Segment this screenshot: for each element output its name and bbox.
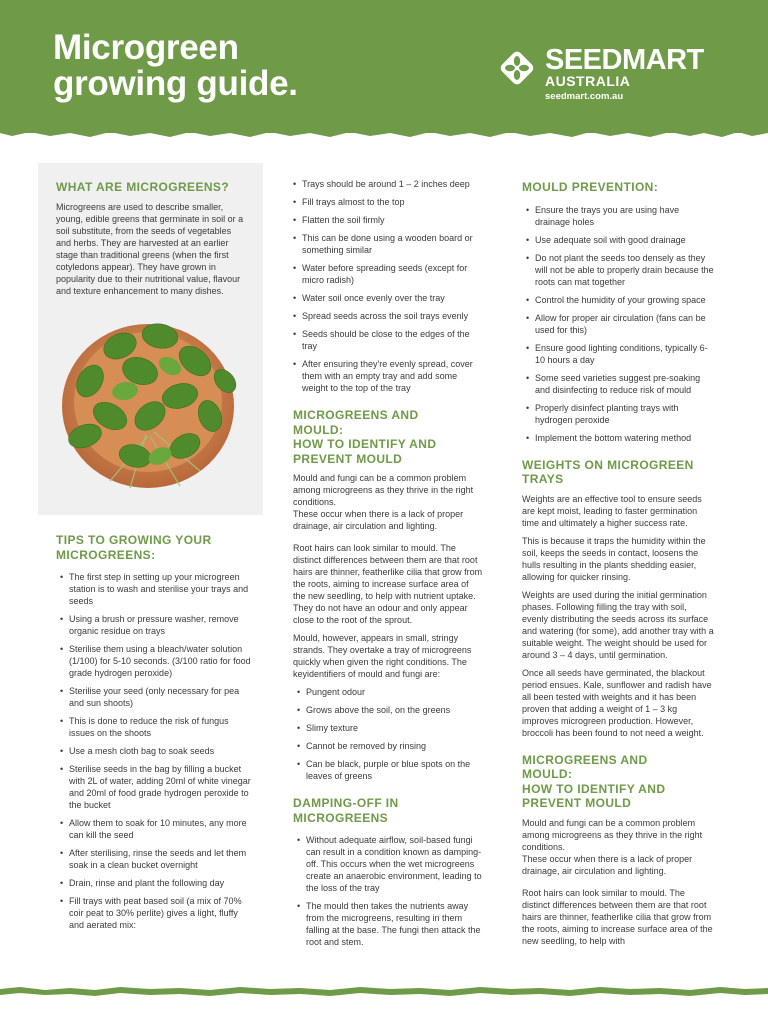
column-2: [293, 178, 483, 954]
list-item: • Grows above the soil, on the greens: [297, 704, 483, 716]
list-item: • Spread seeds across the soil trays evenly: [293, 310, 483, 322]
list-item: • Fill trays almost to the top: [293, 196, 483, 208]
list-item: • Do not plant the seeds too densely as they will not be able to properly drain because the roots can mat together: [526, 252, 714, 288]
list-item: • Fill trays with peat based soil (a mix of 70% coir peat to 30% perlite) gives a light, fluffy and aerated mix:: [60, 895, 252, 931]
damping-section: [293, 796, 483, 948]
list-item: • Trays should be around 1 – 2 inches deep: [293, 178, 483, 190]
list-item: • Sterilise them using a bleach/water solution (1/100) for 5-10 seconds. (3/100 ratio for food grade hydrogen peroxide): [60, 643, 252, 679]
list-item: • Allow for proper air circulation (fans can be used for this): [526, 312, 714, 336]
page-title: [53, 30, 373, 102]
what-heading: WHAT ARE MICROGREENS?: [56, 180, 230, 194]
list-item: • Sterilise seeds in the bag by filling a bucket with 2L of water, adding 20ml of white vinegar and 20ml of food grade hydrogen peroxide to the bucket: [60, 763, 252, 811]
weights-paragraph: This is because it traps the humidity within the soil, keeps the seeds in contact, loosens the hulls resulting in the plants shedding easier, allowing for quicker rinsing.: [522, 535, 706, 582]
list-item: • Implement the bottom watering method: [526, 432, 714, 444]
list-item: • Drain, rinse and plant the following day: [60, 877, 252, 889]
damping-heading: DAMPING-OFF IN MICROGREENS: [293, 796, 399, 825]
seedmart-logo-icon: [497, 48, 537, 88]
brand-subtitle: AUSTRALIA: [545, 73, 631, 89]
header-rough-edge: [0, 124, 768, 146]
mould-section: [293, 408, 483, 782]
title-line-2: growing guide.: [53, 64, 298, 103]
mould-heading-1: MICROGREENS AND MOULD:: [293, 408, 419, 437]
mould2-heading-2: HOW TO IDENTIFY AND PREVENT MOULD: [522, 781, 666, 810]
weights-paragraph: Weights are used during the initial germination phases. Following filling the tray with soil, evenly distributing the seeds across its surface and watering (for some), add another tray with a suitable weight. The weight should be used for around 3 – 4 days, until germination.: [522, 589, 714, 660]
title-line-1: Microgreen: [53, 28, 239, 67]
mould2-paragraph: Mould and fungi can be a common problem among microgreens as they thrive in the right conditions.: [522, 817, 703, 852]
mould-heading-2: HOW TO IDENTIFY AND PREVENT MOULD: [293, 437, 437, 466]
list-item: • Some seed varieties suggest pre-soaking and disinfecting to reduce risk of mould: [526, 372, 714, 396]
list-item: • Allow them to soak for 10 minutes, any more can kill the seed: [60, 817, 252, 841]
microgreens-bowl-image: [50, 306, 250, 502]
weights-heading: WEIGHTS ON MICROGREEN TRAYS: [522, 457, 694, 486]
list-item: • Cannot be removed by rinsing: [297, 740, 483, 752]
mould2-heading-1: MICROGREENS AND MOULD:: [522, 752, 648, 781]
what-body: Microgreens are used to describe smaller, young, edible greens that germinate in soil or a soil substitute, from the seeds of vegetables and herbs. They are harvested at an earlier stage than traditional greens (when the first cotyledons appear). They have grown in popularity due to their nutritional value, flavour and texture enhancement to many dishes.: [56, 201, 244, 296]
list-item: • This can be done using a wooden board or something similar: [293, 232, 483, 256]
list-item: • Ensure the trays you are using have drainage holes: [526, 204, 714, 228]
tips-section: [56, 533, 252, 937]
mould2-paragraph: Root hairs can look similar to mould. The distinct differences between them are that root hairs are thinner, featherlike cilia that grow from the roots, aiming to increase surface area of the new seedling, to help with: [522, 887, 713, 946]
mould-paragraph: Root hairs can look similar to mould. The distinct differences between them are that root hairs are thinner, featherlike cilia that grow from the roots, aiming to increase surface area of the new seedling, to help with nutrient uptake. They do not have an odour and only appear close to the root of the sprout.: [293, 543, 483, 625]
list-item: • This is done to reduce the risk of fungus issues on the shoots: [60, 715, 252, 739]
list-item: • Seeds should be close to the edges of the tray: [293, 328, 483, 352]
list-item: • Pungent odour: [297, 686, 483, 698]
tips-heading: TIPS TO GROWING YOUR MICROGREENS:: [56, 533, 212, 562]
weights-paragraph: Once all seeds have germinated, the blackout period ensues. Kale, sunflower and radish have all been tested with weights and it has been proven that adding a weight of 1 – 3 kg improves microgreen production. However, broccoli has been found to not need a weight.: [522, 667, 712, 738]
list-item: • Properly disinfect planting trays with hydrogen peroxide: [526, 402, 714, 426]
brand-url: seedmart.com.au: [545, 91, 624, 102]
mould-paragraph: Mould, however, appears in small, stringy strands. They overtake a tray of microgreens quickly when given the right conditions. The keyidentifiers of mould and fungi are:: [293, 633, 472, 679]
list-item: • The mould then takes the nutrients away from the microgreens, resulting in them falling at the base. The fungi then attack the root and stem.: [297, 900, 483, 948]
what-are-microgreens-section: [56, 180, 248, 297]
list-item: • After sterilising, rinse the seeds and let them soak in a clean bucket overnight: [60, 847, 252, 871]
list-item: • Use adequate soil with good drainage: [526, 234, 714, 246]
prevention-heading: MOULD PREVENTION:: [522, 180, 659, 194]
list-item: • Water before spreading seeds (except for micro radish): [293, 262, 483, 286]
list-item: • Flatten the soil firmly: [293, 214, 483, 226]
brand-name: SEEDMART: [545, 44, 704, 76]
list-item: • The first step in setting up your microgreen station is to wash and sterilise your trays and seeds: [60, 571, 252, 607]
list-item: • Use a mesh cloth bag to soak seeds: [60, 745, 252, 757]
mould-section-2: [522, 753, 714, 947]
seedmart-logo: [497, 45, 717, 105]
mould-paragraph: Mould and fungi can be a common problem among microgreens as they thrive in the right conditions.: [293, 473, 474, 507]
column-3: [522, 180, 714, 947]
mould2-paragraph: These occur when there is a lack of proper drainage, air circulation and lighting.: [522, 853, 693, 876]
mould-paragraph: These occur when there is a lack of proper drainage, air circulation and lighting.: [293, 509, 464, 531]
list-item: • Using a brush or pressure washer, remove organic residue on trays: [60, 613, 252, 637]
list-item: • Ensure good lighting conditions, typically 6-10 hours a day: [526, 342, 714, 366]
list-item: • Slimy texture: [297, 722, 483, 734]
list-item: • After ensuring they're evenly spread, cover them with an empty tray and add some weight to the top of the tray: [293, 358, 483, 394]
list-item: • Without adequate airflow, soil-based fungi can result in a condition known as damping-off. This occurs when the wet microgreens create an anaerobic environment, leading to the loss of the tray: [297, 834, 483, 894]
weights-paragraph: Weights are an effective tool to ensure seeds are kept moist, leading to faster germination time and ultimately a higher success rate.: [522, 493, 702, 528]
list-item: • Water soil once evenly over the tray: [293, 292, 483, 304]
list-item: • Control the humidity of your growing space: [526, 294, 714, 306]
weights-section: [522, 458, 714, 739]
list-item: • Sterilise your seed (only necessary for pea and sun shoots): [60, 685, 252, 709]
list-item: • Can be black, purple or blue spots on the leaves of greens: [297, 758, 483, 782]
footer-rough-line: [0, 985, 768, 997]
